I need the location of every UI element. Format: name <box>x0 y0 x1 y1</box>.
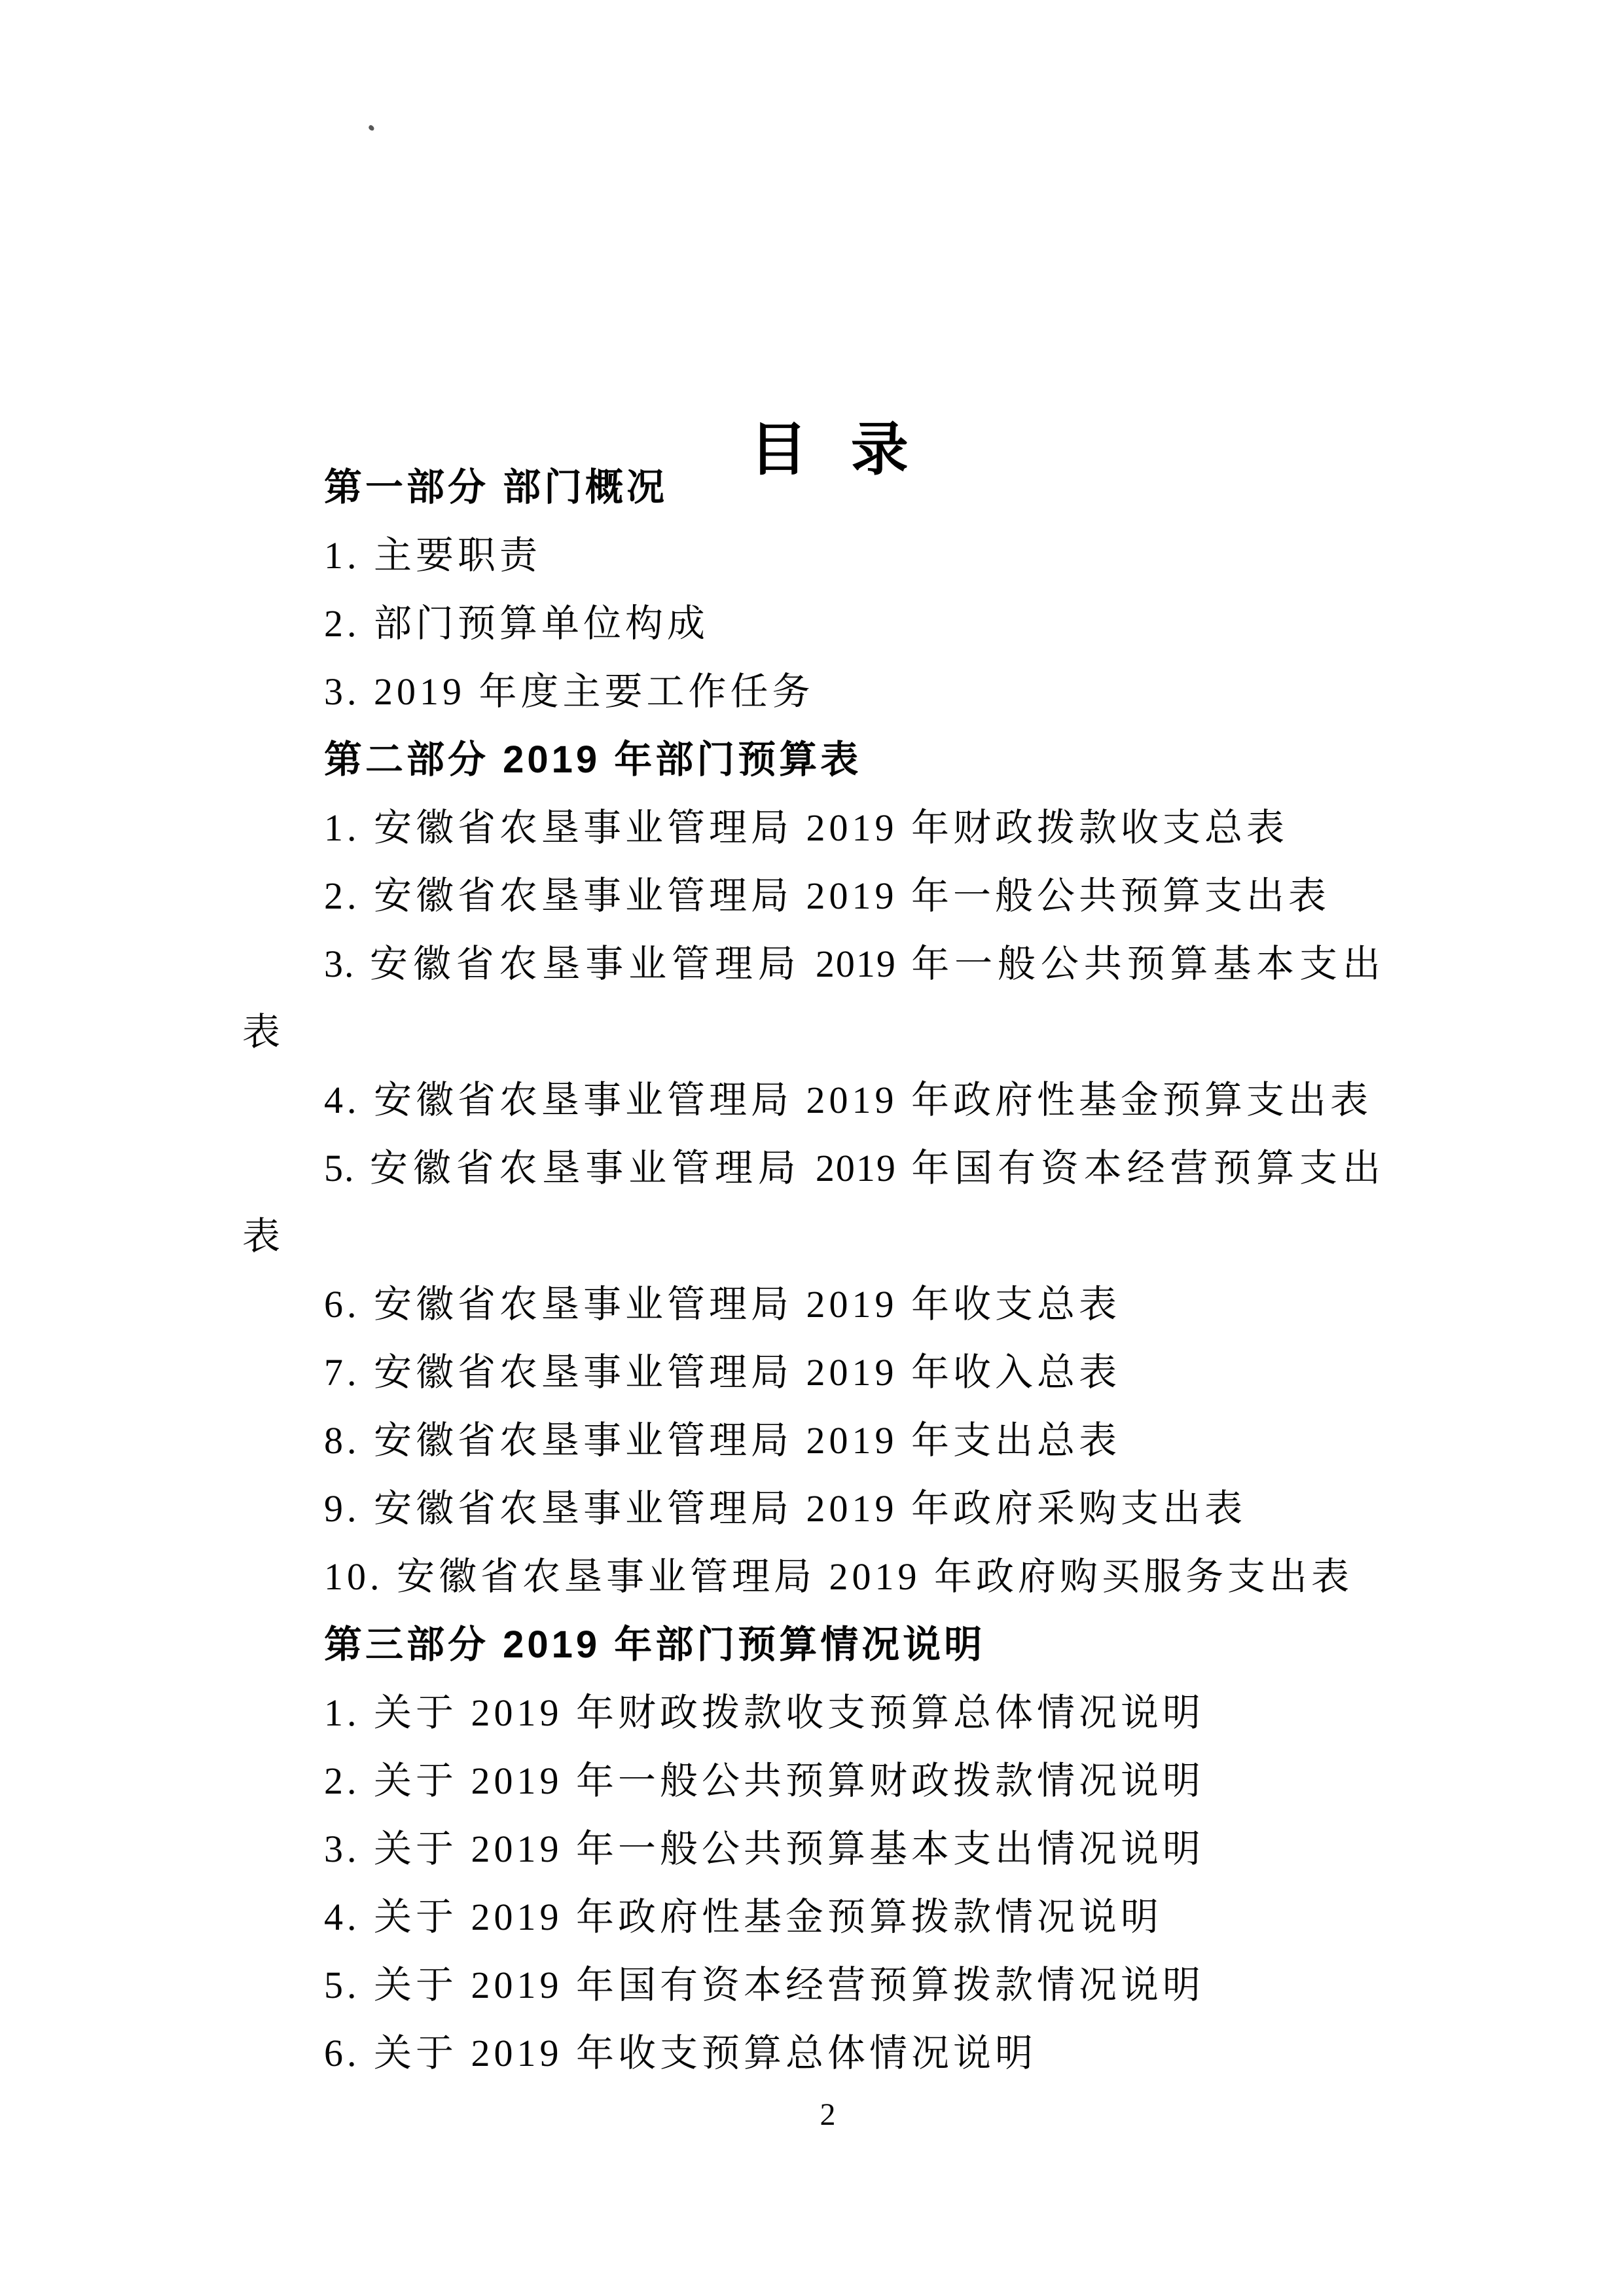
toc-item: 4. 关于 2019 年政府性基金预算拨款情况说明 <box>324 1896 1163 1938</box>
toc-line-continuation: 表 <box>242 1215 285 1257</box>
toc-item: 6. 关于 2019 年收支预算总体情况说明 <box>324 2032 1038 2074</box>
section-heading: 第一部分 部门概况 <box>324 466 668 509</box>
toc-item: 1. 主要职责 <box>324 534 542 577</box>
toc-title: 目 录 <box>749 416 911 482</box>
toc-item: 5. 安徽省农垦事业管理局 2019 年国有资本经营预算支出 <box>324 1147 1382 1189</box>
toc-item: 10. 安徽省农垦事业管理局 2019 年政府购买服务支出表 <box>324 1555 1354 1598</box>
toc-item: 2. 部门预算单位构成 <box>324 602 710 645</box>
toc-item: 1. 安徽省农垦事业管理局 2019 年财政拨款收支总表 <box>324 806 1289 849</box>
scan-speck <box>368 124 375 132</box>
toc-item: 2. 安徽省农垦事业管理局 2019 年一般公共预算支出表 <box>324 875 1331 917</box>
toc-item: 2. 关于 2019 年一般公共预算财政拨款情况说明 <box>324 1760 1205 1802</box>
toc-item: 3. 关于 2019 年一般公共预算基本支出情况说明 <box>324 1828 1205 1870</box>
toc-item: 4. 安徽省农垦事业管理局 2019 年政府性基金预算支出表 <box>324 1079 1373 1121</box>
page-number: 2 <box>820 2097 836 2132</box>
toc-item: 3. 安徽省农垦事业管理局 2019 年一般公共预算基本支出 <box>324 943 1382 985</box>
toc-item: 7. 安徽省农垦事业管理局 2019 年收入总表 <box>324 1351 1121 1394</box>
toc-item: 6. 安徽省农垦事业管理局 2019 年收支总表 <box>324 1283 1121 1326</box>
section-heading: 第三部分 2019 年部门预算情况说明 <box>324 1623 986 1666</box>
toc-item: 5. 关于 2019 年国有资本经营预算拨款情况说明 <box>324 1964 1205 2006</box>
section-heading: 第二部分 2019 年部门预算表 <box>324 738 862 781</box>
toc-item: 1. 关于 2019 年财政拨款收支预算总体情况说明 <box>324 1691 1205 1734</box>
toc-item: 9. 安徽省农垦事业管理局 2019 年政府采购支出表 <box>324 1487 1247 1530</box>
toc-item: 8. 安徽省农垦事业管理局 2019 年支出总表 <box>324 1419 1121 1462</box>
toc-item: 3. 2019 年度主要工作任务 <box>324 670 814 713</box>
toc-line-continuation: 表 <box>242 1011 285 1053</box>
